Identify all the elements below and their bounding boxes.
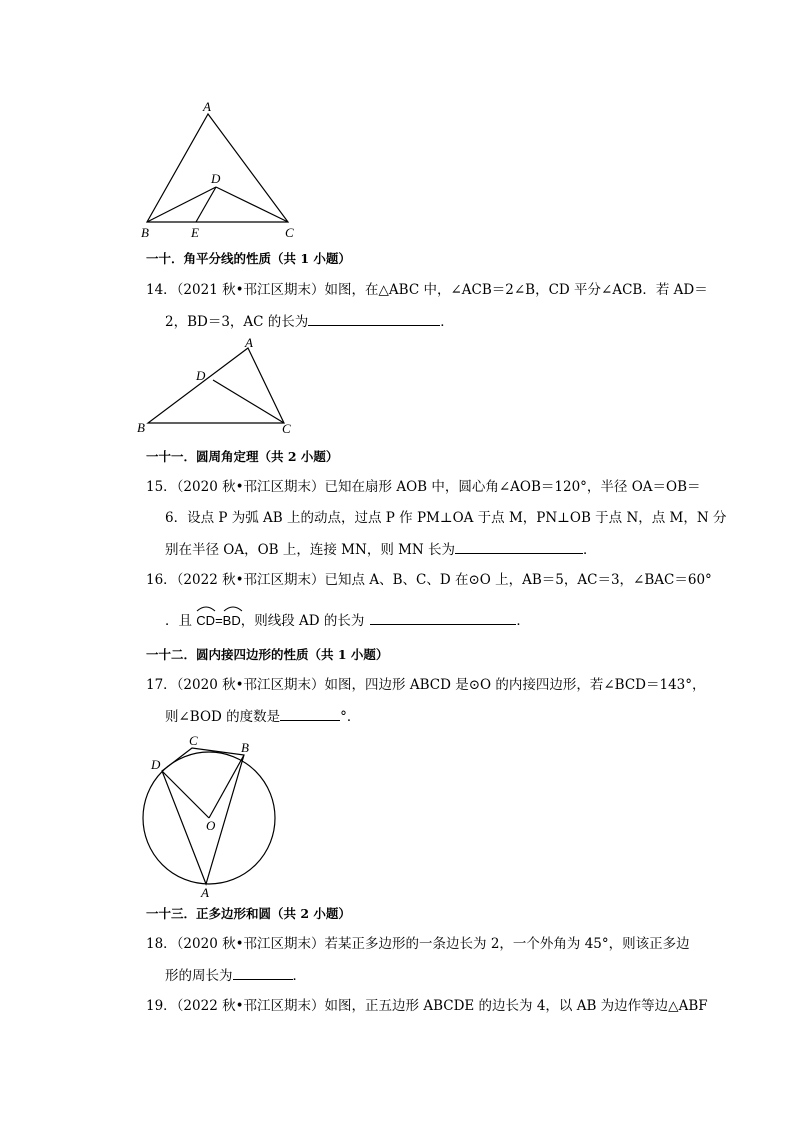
arc-symbol-bd bbox=[223, 604, 243, 612]
segment-dc bbox=[216, 187, 288, 222]
question-17-line-2 bbox=[165, 706, 360, 727]
question-18-end: ． bbox=[292, 968, 306, 984]
figure-triangle-abcd bbox=[135, 334, 305, 438]
arc-cd bbox=[196, 608, 215, 631]
label-c: C bbox=[285, 225, 294, 240]
question-17-line-1: 17．（2020 秋•邗江区期末）如图，四边形 ABCD 是⊙O 的内接四边形，若∠BCD＝143°， bbox=[146, 677, 706, 693]
label-b: B bbox=[141, 225, 149, 240]
arc-cd-label: CD bbox=[196, 613, 216, 628]
answer-blank-16[interactable] bbox=[370, 610, 516, 625]
question-14-end: ． bbox=[440, 314, 454, 330]
question-14-line-1: 14．（2021 秋•邗江区期末）如图，在△ABC 中，∠ACB＝2∠B，CD 平分∠ACB．若 AD＝ bbox=[146, 282, 708, 298]
label-d-3: D bbox=[151, 757, 161, 772]
label-d: D bbox=[211, 171, 221, 186]
section-heading-13: 一十三．正多边形和圆（共 2 小题） bbox=[146, 906, 351, 921]
question-15-text: 别在半径 OA，OB 上，连接 MN，则 MN 长为 bbox=[165, 542, 456, 558]
question-15-line-2: 6．设点 P 为弧 AB 上的动点，过点 P 作 PM⊥OA 于点 M，PN⊥OB 于点 N，点 M，N 分 bbox=[165, 510, 727, 526]
figure-triangle-abcde bbox=[135, 96, 305, 240]
quadrilateral-abcd bbox=[162, 748, 244, 884]
arc-equals: = bbox=[215, 613, 223, 628]
segment-do bbox=[162, 771, 209, 818]
question-15-line-1: 15．（2020 秋•邗江区期末）已知在扇形 AOB 中，圆心角∠AOB＝120°，半径 OA＝OB＝ bbox=[146, 479, 701, 495]
label-o-3: O bbox=[206, 818, 216, 833]
label-d-2: D bbox=[196, 368, 206, 383]
question-16-line-1: 16．（2022 秋•邗江区期末）已知点 A、B、C、D 在⊙O 上，AB＝5，AC＝3，∠BAC＝60° bbox=[146, 572, 712, 588]
section-heading-11: 一十一．圆周角定理（共 2 小题） bbox=[146, 449, 339, 464]
section-heading-12: 一十二．圆内接四边形的性质（共 1 小题） bbox=[146, 647, 389, 662]
answer-blank-18[interactable] bbox=[233, 965, 293, 980]
question-15-end: ． bbox=[583, 542, 597, 558]
question-14-text: 2，BD＝3，AC 的长为 bbox=[165, 314, 309, 330]
figure-circle-abcdo bbox=[135, 728, 275, 898]
label-b-3: B bbox=[241, 740, 249, 755]
arc-bd bbox=[223, 608, 241, 631]
segment-ob bbox=[209, 755, 244, 818]
answer-blank-15[interactable] bbox=[455, 539, 583, 554]
question-18-line-2 bbox=[165, 965, 306, 986]
question-15-line-3 bbox=[165, 539, 597, 560]
answer-blank-17[interactable] bbox=[280, 706, 340, 721]
question-17-end: °． bbox=[340, 709, 361, 725]
triangle-abc bbox=[147, 114, 288, 222]
question-19-line-1: 19．（2022 秋•邗江区期末）如图，正五边形 ABCDE 的边长为 4，以 AB 为边作等边△ABF bbox=[146, 998, 708, 1014]
answer-blank-14[interactable] bbox=[308, 311, 440, 326]
label-c-3: C bbox=[189, 733, 198, 748]
label-a-3: A bbox=[201, 885, 209, 900]
label-a: A bbox=[203, 99, 211, 114]
triangle-abc-2 bbox=[148, 348, 284, 423]
question-16-text-start: ．且 bbox=[165, 613, 192, 629]
question-16-text: ，则线段 AD 的长为 bbox=[240, 613, 365, 629]
question-14-line-2 bbox=[165, 311, 454, 332]
arc-bd-label: BD bbox=[222, 613, 241, 628]
question-18-line-1: 18．（2020 秋•邗江区期末）若某正多边形的一条边长为 2，一个外角为 45°，则该正多边 bbox=[146, 936, 690, 952]
question-17-text: 则∠BOD 的度数是 bbox=[165, 709, 281, 725]
question-16-line-2 bbox=[165, 608, 530, 631]
label-e: E bbox=[191, 225, 199, 240]
question-16-end: ． bbox=[516, 613, 530, 629]
arc-equation bbox=[196, 608, 240, 631]
label-b-2: B bbox=[137, 420, 145, 435]
label-a-2: A bbox=[245, 335, 253, 350]
section-heading-10: 一十．角平分线的性质（共 1 小题） bbox=[146, 251, 351, 266]
question-18-text: 形的周长为 bbox=[165, 968, 233, 984]
arc-symbol-cd bbox=[196, 604, 216, 612]
label-c-2: C bbox=[282, 421, 291, 436]
